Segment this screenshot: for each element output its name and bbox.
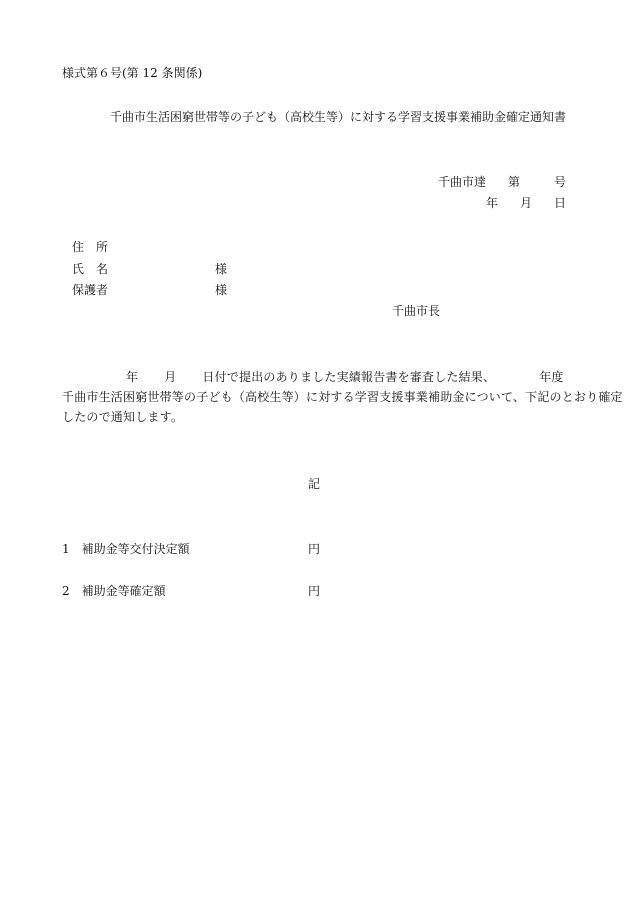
item-2-unit: 円 <box>308 584 321 598</box>
document-title: 千曲市生活困窮世帯等の子ども（高校生等）に対する学習支援事業補助金確定通知書 <box>110 110 567 124</box>
date-day: 日 <box>553 196 566 210</box>
go-label: 号 <box>553 175 566 189</box>
body-line-1-text: 日付で提出のありました実績報告書を審査した結果、 <box>202 370 496 384</box>
form-id: 様式第６号(第 12 条関係) <box>62 66 203 80</box>
ki-heading: 記 <box>308 477 321 491</box>
reference-number <box>438 174 566 190</box>
body-fiscal-year: 年度 <box>539 370 564 384</box>
address-label: 住 所 <box>72 240 109 254</box>
date-year: 年 <box>485 196 498 210</box>
name-row <box>72 261 108 277</box>
item-2-label: 2 補助金等確定額 <box>62 584 166 598</box>
date-month: 月 <box>519 196 532 210</box>
issue-date <box>486 195 566 211</box>
issuer-label: 千曲市達 <box>437 175 486 189</box>
body-line-1 <box>62 367 568 387</box>
body-line-2: 千曲市生活困窮世帯等の子ども（高校生等）に対する学習支援事業補助金について、下記のとおり確定 <box>62 390 623 404</box>
name-label: 氏 名 <box>72 262 109 276</box>
item-1-label: 1 補助金等交付決定額 <box>62 542 190 556</box>
body-month: 月 <box>164 370 177 384</box>
body-paragraph <box>62 367 623 427</box>
guardian-row <box>72 282 108 298</box>
dai-label: 第 <box>507 175 520 189</box>
body-line-3: したので通知します。 <box>62 410 184 424</box>
guardian-label: 保護者 <box>72 283 109 297</box>
body-year: 年 <box>126 370 139 384</box>
name-suffix: 様 <box>215 262 228 276</box>
sender-name: 千曲市長 <box>392 304 441 318</box>
item-1-unit: 円 <box>308 542 321 556</box>
guardian-suffix: 様 <box>215 283 228 297</box>
